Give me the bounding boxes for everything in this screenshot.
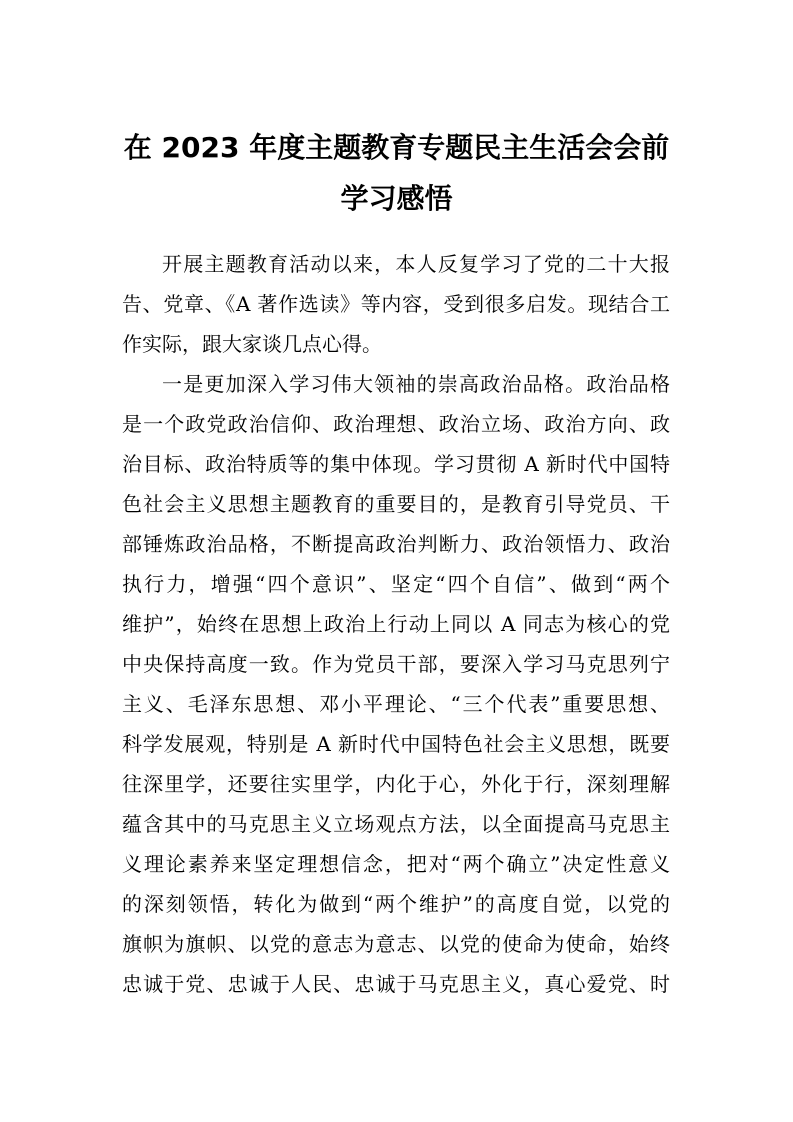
body-line: 义理论素养来坚定理想信念，把对“两个确立”决定性意义 bbox=[122, 852, 670, 876]
body-line: 科学发展观，特别是 A 新时代中国特色社会主义思想，既要 bbox=[122, 732, 670, 756]
body-line: 治目标、政治特质等的集中体现。学习贯彻 A 新时代中国特 bbox=[122, 452, 670, 476]
body-line: 告、党章、《A 著作选读》等内容，受到很多启发。现结合工 bbox=[122, 292, 670, 316]
body-line: 色社会主义思想主题教育的重要目的，是教育引导党员、干 bbox=[122, 492, 670, 516]
body-line: 作实际，跟大家谈几点心得。 bbox=[122, 332, 382, 356]
body-line: 忠诚于党、忠诚于人民、忠诚于马克思主义，真心爱党、时 bbox=[122, 972, 670, 996]
body-line: 维护”，始终在思想上政治上行动上同以 A 同志为核心的党 bbox=[122, 612, 670, 636]
body-line: 的深刻领悟，转化为做到“两个维护”的高度自觉，以党的 bbox=[122, 892, 670, 916]
body-line: 往深里学，还要往实里学，内化于心，外化于行，深刻理解 bbox=[122, 772, 670, 796]
body-line: 蕴含其中的马克思主义立场观点方法，以全面提高马克思主 bbox=[122, 812, 670, 836]
body-line: 执行力，增强“四个意识”、坚定“四个自信”、做到“两个 bbox=[122, 572, 670, 596]
body-line: 中央保持高度一致。作为党员干部，要深入学习马克思列宁 bbox=[122, 652, 670, 676]
body-line: 旗帜为旗帜、以党的意志为意志、以党的使命为使命，始终 bbox=[122, 932, 670, 956]
body-line: 部锤炼政治品格，不断提高政治判断力、政治领悟力、政治 bbox=[122, 532, 670, 556]
body-line: 开展主题教育活动以来，本人反复学习了党的二十大报 bbox=[162, 252, 670, 276]
body-line: 主义、毛泽东思想、邓小平理论、“三个代表”重要思想、 bbox=[122, 692, 670, 716]
body-line: 一是更加深入学习伟大领袖的崇高政治品格。政治品格 bbox=[162, 372, 670, 396]
document-title-line-1: 在 2023 年度主题教育专题民主生活会会前 bbox=[123, 131, 670, 164]
body-line: 是一个政党政治信仰、政治理想、政治立场、政治方向、政 bbox=[122, 412, 670, 436]
document-title-line-2: 学习感悟 bbox=[340, 182, 453, 215]
